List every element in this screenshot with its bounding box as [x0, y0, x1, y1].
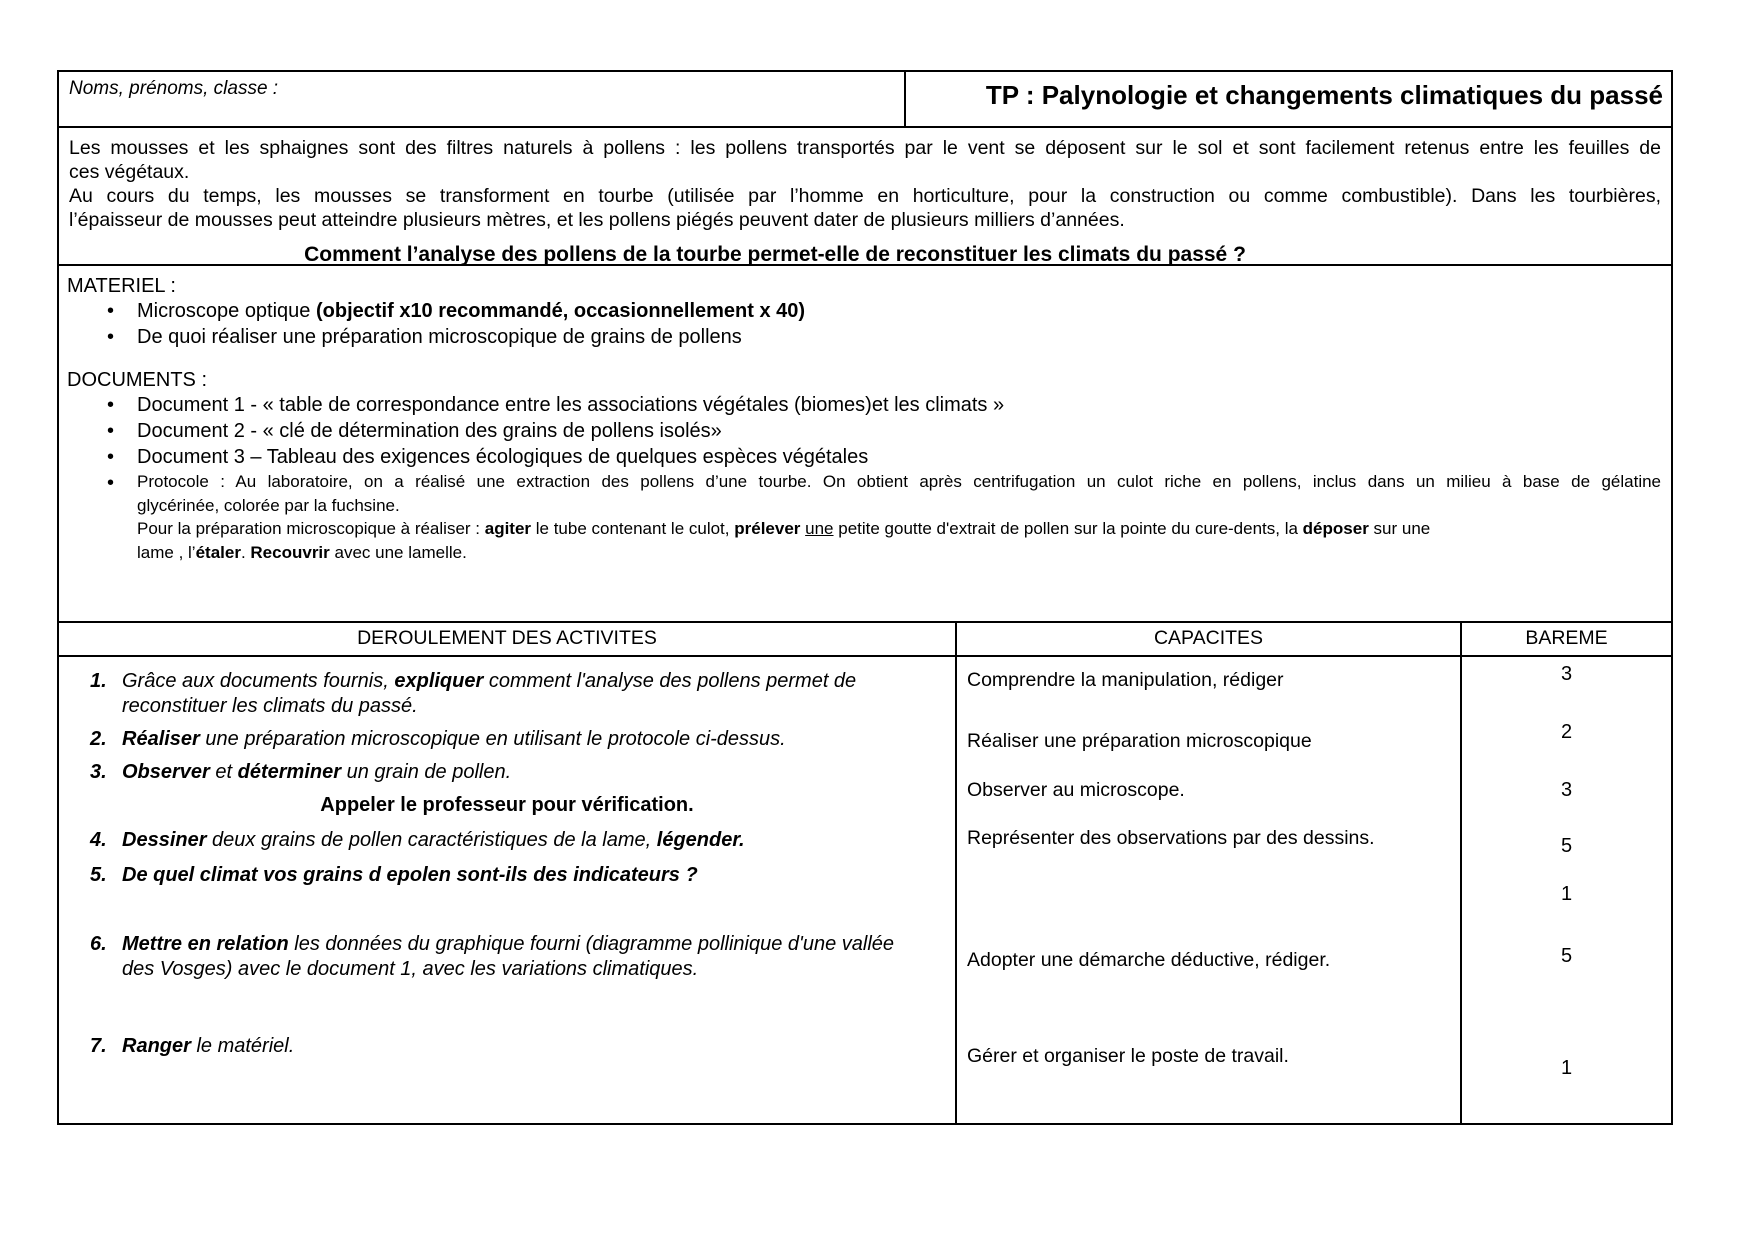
protocole-item: [67, 470, 1661, 564]
document-item: [67, 444, 1661, 470]
names-label: Noms, prénoms, classe :: [69, 78, 279, 99]
page-title: TP : Palynologie et changements climatiques du passé: [904, 72, 1671, 126]
document-item: [67, 392, 1661, 418]
score-value: 2: [1560, 721, 1573, 743]
protocole-line: glycérinée, colorée par la fuchsine.: [137, 495, 400, 515]
intro-line: l’épaisseur de mousses peut atteindre plusieurs mètres, et les pollens piégés peuvent dater de plusieurs milliers d’années.: [69, 209, 1125, 231]
activity-item: [59, 760, 955, 785]
column-header-bareme: BAREME: [1460, 623, 1671, 655]
problem-question: Comment l’analyse des pollens de la tourbe permet-elle de reconstituer les climats du passé ?: [304, 243, 1246, 266]
document-item-text: Document 1 - « table de correspondance entre les associations végétales (biomes)et les climats »: [137, 394, 1005, 416]
activity-text: Mettre en relation les données du graphique fourni (diagramme pollinique d'une vallée des Vosges) avec le document 1, avec les variations climatiques.: [122, 933, 895, 980]
protocole-line: • Protocole : Au laboratoire, on a réalisé une extraction des pollens d’une tourbe. On obtient après centrifugation un culot riche en pollens, inclus dans un milieu à base de gélatine: [137, 472, 1661, 491]
activity-item: [59, 727, 955, 752]
intro-line: Au cours du temps, les mousses se transforment en tourbe (utilisée par l’homme en horticulture, pour la construction ou comme combustible). Dans les tourbières,: [69, 185, 1661, 207]
header-row: [57, 70, 1673, 128]
capacity-item: Représenter des observations par des dessins.: [967, 827, 1375, 849]
activities-table: [57, 621, 1673, 1125]
materiel-item-text: Microscope optique (objectif x10 recommandé, occasionnellement x 40): [137, 300, 806, 322]
activities-table-body: [59, 657, 1671, 1123]
activities-table-header: [59, 623, 1671, 657]
capacities-column: [955, 657, 1460, 1123]
capacity-item: Réaliser une préparation microscopique: [967, 730, 1312, 752]
protocole-text: [137, 470, 1661, 564]
activity-number: 7.: [90, 1035, 107, 1057]
activity-number: 5.: [90, 864, 107, 886]
protocole-line: lame , l’étaler. Recouvrir avec une lamelle.: [137, 542, 467, 562]
call-teacher-note: Appeler le professeur pour vérification.: [320, 794, 694, 816]
document-item-text: Document 3 – Tableau des exigences écologiques de quelques espèces végétales: [137, 446, 869, 468]
score-value: 3: [1560, 779, 1573, 801]
materiel-item: [67, 324, 1661, 350]
document-item: [67, 418, 1661, 444]
activity-item: [59, 669, 955, 719]
activity-text: Réaliser une préparation microscopique en utilisant le protocole ci-dessus.: [122, 728, 786, 750]
activity-number: 1.: [90, 670, 107, 692]
activity-text: Ranger le matériel.: [122, 1035, 295, 1057]
activity-number: 4.: [90, 829, 107, 851]
score-value: 3: [1560, 663, 1573, 685]
score-value: 5: [1560, 945, 1573, 967]
materiel-item-text: De quoi réaliser une préparation microscopique de grains de pollens: [137, 326, 742, 348]
activity-number: 2.: [90, 728, 107, 750]
score-value: 1: [1560, 883, 1573, 905]
intro-line: Les mousses et les sphaignes sont des filtres naturels à pollens : les pollens transportés par le vent se déposent sur le sol et sont facilement retenus entre les feuilles de: [69, 137, 1661, 159]
materiel-item: [67, 298, 1661, 324]
activity-text: De quel climat vos grains d epolen sont-ils des indicateurs ?: [122, 864, 698, 886]
bareme-column: [1460, 657, 1671, 1123]
activity-number: 6.: [90, 933, 107, 955]
capacity-item: Comprendre la manipulation, rédiger: [967, 669, 1284, 691]
capacity-item: Observer au microscope.: [967, 779, 1185, 801]
intro-line: ces végétaux.: [69, 161, 190, 183]
activity-item: [59, 1034, 955, 1059]
document: [57, 70, 1673, 1125]
materiel-documents-section: [57, 264, 1673, 623]
intro-section: [57, 126, 1673, 266]
column-header-capacites: CAPACITES: [955, 623, 1460, 655]
activity-number: 3.: [90, 761, 107, 783]
protocole-line: Pour la préparation microscopique à réaliser : agiter le tube contenant le culot, prélever une petite goutte d'extrait de pollen sur la pointe du cure-dents, la déposer sur une: [137, 519, 1431, 538]
activity-item: [59, 932, 955, 982]
activity-item: [59, 828, 955, 853]
activity-text: Grâce aux documents fournis, expliquer comment l'analyse des pollens permet de reconstituer les climats du passé.: [122, 670, 857, 717]
capacity-item: Adopter une démarche déductive, rédiger.: [967, 949, 1331, 971]
score-value: 5: [1560, 835, 1573, 857]
capacity-item: Gérer et organiser le poste de travail.: [967, 1045, 1289, 1067]
score-value: 1: [1560, 1057, 1573, 1079]
names-field: [59, 72, 904, 126]
document-item-text: Document 2 - « clé de détermination des grains de pollens isolés»: [137, 420, 722, 442]
activity-text: Dessiner deux grains de pollen caractéristiques de la lame, légender.: [122, 829, 745, 851]
materiel-label: MATERIEL :: [67, 275, 176, 297]
documents-label: DOCUMENTS :: [67, 369, 207, 391]
column-header-deroulement: DEROULEMENT DES ACTIVITES: [357, 627, 657, 649]
activity-item: [59, 863, 955, 888]
activities-column: [59, 657, 955, 1123]
activity-text: Observer et déterminer un grain de pollen.: [122, 761, 512, 783]
